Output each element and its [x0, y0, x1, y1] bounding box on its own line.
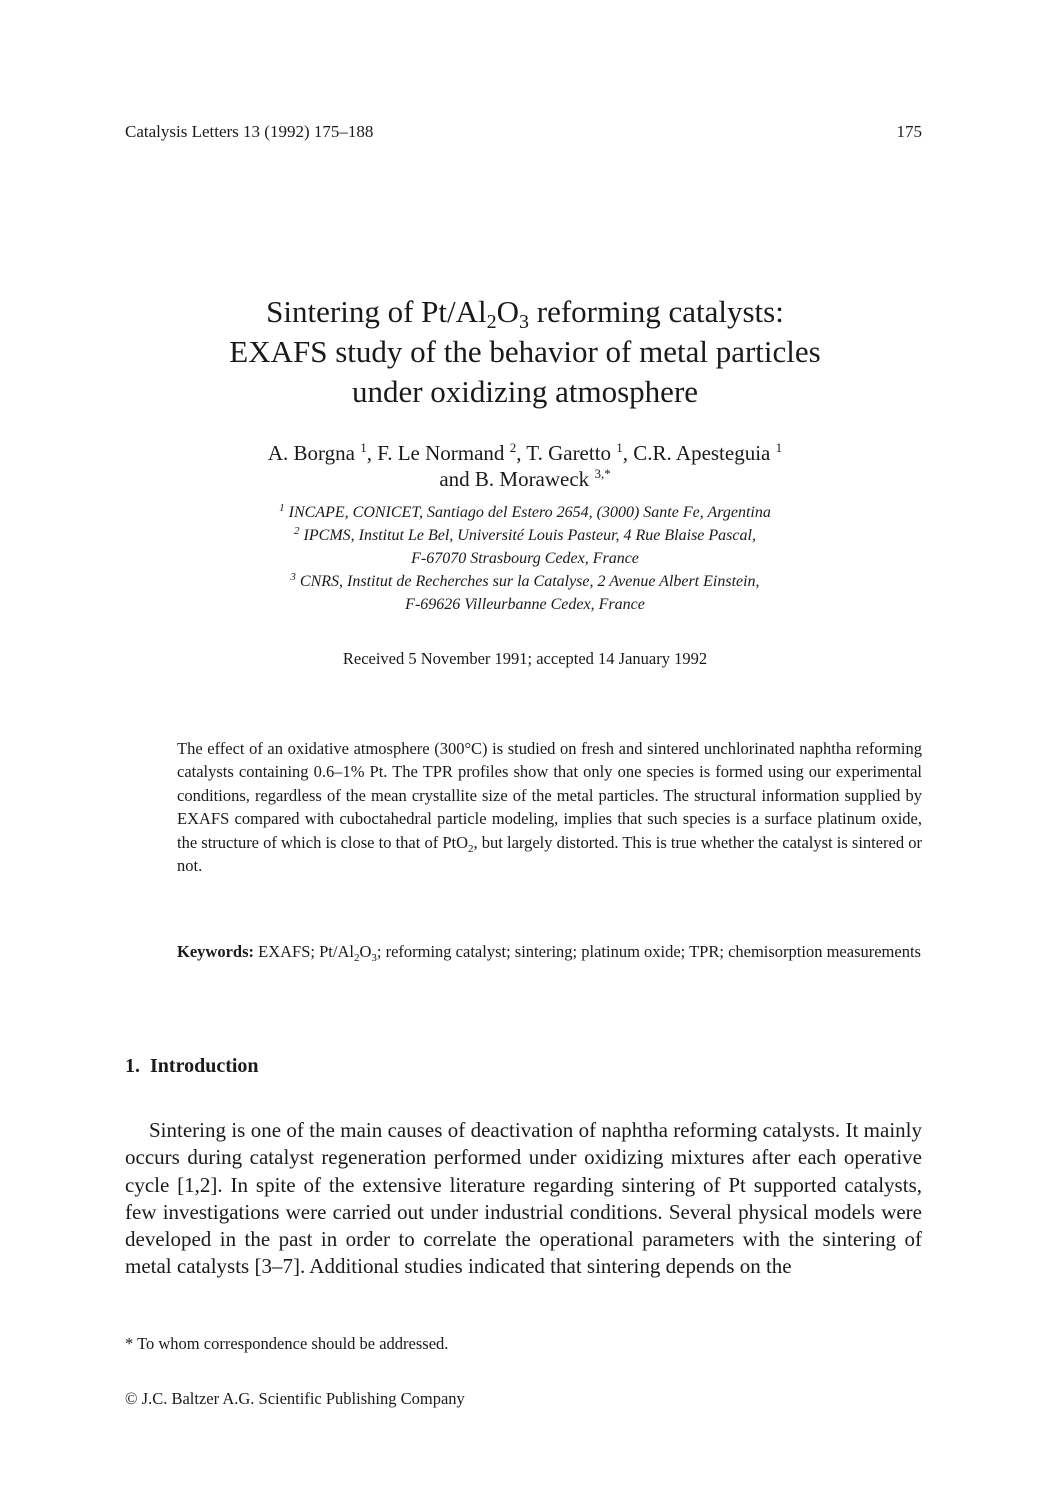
affiliation-1: $^1$ INCAPE, CONICET, Santiago del Estero 2654, (3000) Sante Fe, Argentina — [279, 502, 771, 521]
introduction-body — [125, 1117, 922, 1281]
title-line-1: Sintering of $Pt/Al_2O_3$ reforming catalysts: — [266, 294, 784, 333]
copyright-notice: © J.C. Baltzer A.G. Scientific Publishing Company — [125, 1389, 465, 1408]
page-number: 175 — [896, 122, 922, 141]
section-number: 1. — [125, 1055, 140, 1077]
abstract-text: The effect of an oxidative atmosphere (300°C) is studied on fresh and sintered unchlorinated naphtha reforming catalysts containing 0.6–1% Pt. The TPR profiles show that only one species is formed using our experimental conditions, regardless of the mean crystallite size of the metal particles. The structural information supplied by EXAFS compared with cuboctahedral particle modeling, implies that such species is a surface platinum oxide, the structure of which is close to that of PtO$_2$, but largely distorted. This is true whether the catalyst is sintered or not. — [177, 739, 922, 876]
affiliation-3-cont: F-69626 Villeurbanne Cedex, France — [405, 596, 645, 613]
keywords: Keywords: EXAFS; $Pt/Al_2O_3$; reforming catalyst; sintering; platinum oxide; TPR; chemisorption measurements — [177, 942, 921, 964]
paper-title — [100, 292, 950, 412]
affiliation-3: $^3$ CNRS, Institut de Recherches sur la Catalyse, 2 Avenue Albert Einstein, — [290, 571, 760, 590]
title-line-2: EXAFS study of the behavior of metal particles — [229, 334, 821, 369]
intro-paragraph: Sintering is one of the main causes of deactivation of naphtha reforming catalysts. It mainly occurs during catalyst regeneration performed under oxidizing mixtures after each operative cycle [1,2]. In spite of the extensive literature regarding sintering of Pt supported catalysts, few investigations were carried out under industrial conditions. Several physical models were developed in the past in order to correlate the operational parameters with the sintering of metal catalysts [3–7]. Additional studies indicated that sintering depends on the — [125, 1118, 922, 1279]
abstract — [177, 737, 922, 877]
received-dates: Received 5 November 1991; accepted 14 January 1992 — [342, 649, 708, 668]
section-heading — [125, 1055, 259, 1078]
affiliations — [100, 501, 950, 616]
running-header-journal: Catalysis Letters 13 (1992) 175–188 — [125, 122, 374, 141]
keywords-label: Keywords: — [177, 942, 254, 961]
section-title: Introduction — [150, 1055, 259, 1077]
title-line-3: under oxidizing atmosphere — [351, 374, 699, 409]
author-line-1: A. Borgna $^1$, F. Le Normand $^2$, T. Garetto $^1$, C.R. Apesteguia $^1$ — [267, 440, 783, 465]
affiliation-2: $^2$ IPCMS, Institut Le Bel, Université Louis Pasteur, 4 Rue Blaise Pascal, — [294, 525, 756, 544]
author-line-2: and B. Moraweck $^{3,*}$ — [439, 466, 611, 491]
affiliation-2-cont: F-67070 Strasbourg Cedex, France — [411, 550, 639, 567]
author-list — [100, 440, 950, 492]
correspondence-footnote: * To whom correspondence should be addressed. — [125, 1334, 449, 1353]
